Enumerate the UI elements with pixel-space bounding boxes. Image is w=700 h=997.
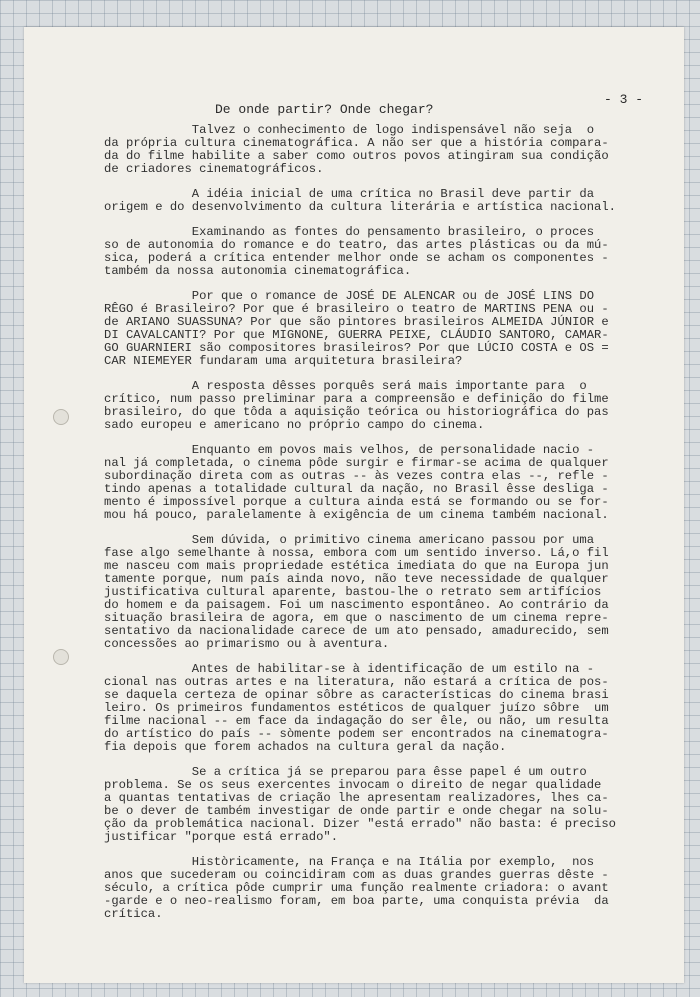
text-line: -garde e o neo-realismo foram, em boa parte, uma conquista prévia da — [104, 894, 609, 908]
text-line: leiro. Os primeiros fundamentos estéticos de qualquer juízo sôbre um — [104, 701, 609, 715]
text-line: a quantas tentativas de criação lhe apresentam realizadores, lhes ca- — [104, 791, 609, 805]
text-line: sentativo da nacionalidade carece de um ato pensado, amadurecido, sem — [104, 624, 609, 638]
text-line: crítico, num passo preliminar para a compreensão e definição do filme — [104, 392, 609, 406]
text-line: sado europeu e americano no próprio campo do cinema. — [104, 418, 485, 432]
text-line: mento é impossível porque a cultura ainda está se formando ou se for- — [104, 495, 609, 509]
text-line: DI CAVALCANTI? Por que MIGNONE, GUERRA PEIXE, CLÁUDIO SANTORO, CAMAR- — [104, 328, 609, 342]
text-line: me nasceu com mais propriedade estética imediata do que na Europa jun — [104, 559, 609, 573]
text-line: de criadores cinematográficos. — [104, 162, 324, 176]
text-line: fia depois que forem achados na cultura geral da nação. — [104, 740, 507, 754]
text-line: filme nacional -- em face da indagação do ser êle, ou não, um resulta — [104, 714, 609, 728]
text-line: mou há pouco, paralelamente à exigência de um cinema também nacional. — [104, 508, 609, 522]
text-line: CAR NIEMEYER fundaram uma arquitetura brasileira? — [104, 354, 463, 368]
text-line: RÊGO é Brasileiro? Por que é brasileiro o teatro de MARTINS PENA ou - — [104, 302, 609, 316]
text-line: do artístico do país -- sòmente podem ser encontrados na cinematogra- — [104, 727, 609, 741]
text-line: justificar "porque está errado". — [104, 830, 339, 844]
text-line: crítica. — [104, 907, 163, 921]
page-number: - 3 - — [604, 92, 644, 107]
text-line: nal já completada, o cinema pôde surgir e firmar-se acima de qualquer — [104, 456, 609, 470]
text-line: do homem e da paisagem. Foi um nascimento espontâneo. Ao contrário da — [104, 598, 609, 612]
text-line: da do filme habilite a saber como outros povos atingiram sua condição — [104, 149, 609, 163]
text-line: Històricamente, na França e na Itália por exemplo, nos — [104, 855, 595, 869]
paragraph — [104, 444, 644, 522]
text-line: justificativa cultural aparente, bastou-lhe o retrato sem artifícios — [104, 585, 602, 599]
text-line: Se a crítica já se preparou para êsse papel é um outro — [104, 765, 587, 779]
paragraph — [104, 188, 644, 214]
text-line: Talvez o conhecimento de logo indispensável não seja o — [104, 123, 595, 137]
text-line: origem e do desenvolvimento da cultura literária e artística nacional. — [104, 200, 616, 214]
text-line: anos que sucederam ou coincidiram com as duas grandes guerras dêste - — [104, 868, 609, 882]
text-line: concessões ao primarismo ou à aventura. — [104, 637, 390, 651]
paragraph — [104, 290, 644, 368]
document-heading: De onde partir? Onde chegar? — [215, 102, 434, 117]
paragraph — [104, 226, 644, 278]
text-line: cional nas outras artes e na literatura, não estará a crítica de pos- — [104, 675, 609, 689]
text-line: Enquanto em povos mais velhos, de personalidade nacio - — [104, 443, 595, 457]
text-line: também da nossa autonomia cinematográfica. — [104, 264, 412, 278]
paragraph — [104, 534, 644, 651]
text-line: tamente porque, num país ainda novo, não teve necessidade de qualquer — [104, 572, 609, 586]
text-line: Por que o romance de JOSÉ DE ALENCAR ou de JOSÉ LINS DO — [104, 289, 595, 303]
text-line: brasileiro, do que tôda a aquisição teórica ou historiográfica do pas — [104, 405, 609, 419]
paragraph — [104, 663, 644, 754]
text-line: da própria cultura cinematográfica. A não ser que a história compara- — [104, 136, 609, 150]
text-line: século, a crítica pôde cumprir uma função realmente criadora: o avant — [104, 881, 609, 895]
text-line: be o dever de também investigar de onde partir e onde chegar na solu- — [104, 804, 609, 818]
text-line: A resposta dêsses porquês será mais importante para o — [104, 379, 587, 393]
text-line: Antes de habilitar-se à identificação de um estilo na - — [104, 662, 595, 676]
text-line: GO GUARNIERI são compositores brasileiros? Por que LÚCIO COSTA e OS = — [104, 341, 609, 355]
text-line: de ARIANO SUASSUNA? Por que são pintores brasileiros ALMEIDA JÚNIOR e — [104, 315, 609, 329]
paragraph — [104, 856, 644, 921]
text-line: se daquela certeza de opinar sôbre as características do cinema brasi — [104, 688, 609, 702]
text-line: problema. Se os seus exercentes invocam o direito de negar qualidade — [104, 778, 602, 792]
text-line: fase algo semelhante à nossa, embora com um sentido inverso. Lá,o fil — [104, 546, 609, 560]
text-line: sica, poderá a crítica entender melhor onde se acham os componentes - — [104, 251, 609, 265]
punch-hole — [53, 409, 69, 425]
text-line: tindo apenas a totalidade cultural da nação, no Brasil êsse desliga - — [104, 482, 609, 496]
punch-hole — [53, 649, 69, 665]
text-line: situação brasileira de agora, em que o nascimento de um cinema repre- — [104, 611, 609, 625]
text-line: Examinando as fontes do pensamento brasileiro, o proces — [104, 225, 595, 239]
text-line: Sem dúvida, o primitivo cinema americano passou por uma — [104, 533, 595, 547]
text-line: subordinação direta com as outras -- às vezes contra elas --, refle - — [104, 469, 609, 483]
text-line: so de autonomia do romance e do teatro, das artes plásticas ou da mú- — [104, 238, 609, 252]
paragraph — [104, 766, 644, 844]
paragraph — [104, 380, 644, 432]
document-body — [104, 124, 644, 933]
text-line: A idéia inicial de uma crítica no Brasil deve partir da — [104, 187, 595, 201]
text-line: ção da problemática nacional. Dizer "está errado" não basta: é preciso — [104, 817, 616, 831]
paragraph — [104, 124, 644, 176]
